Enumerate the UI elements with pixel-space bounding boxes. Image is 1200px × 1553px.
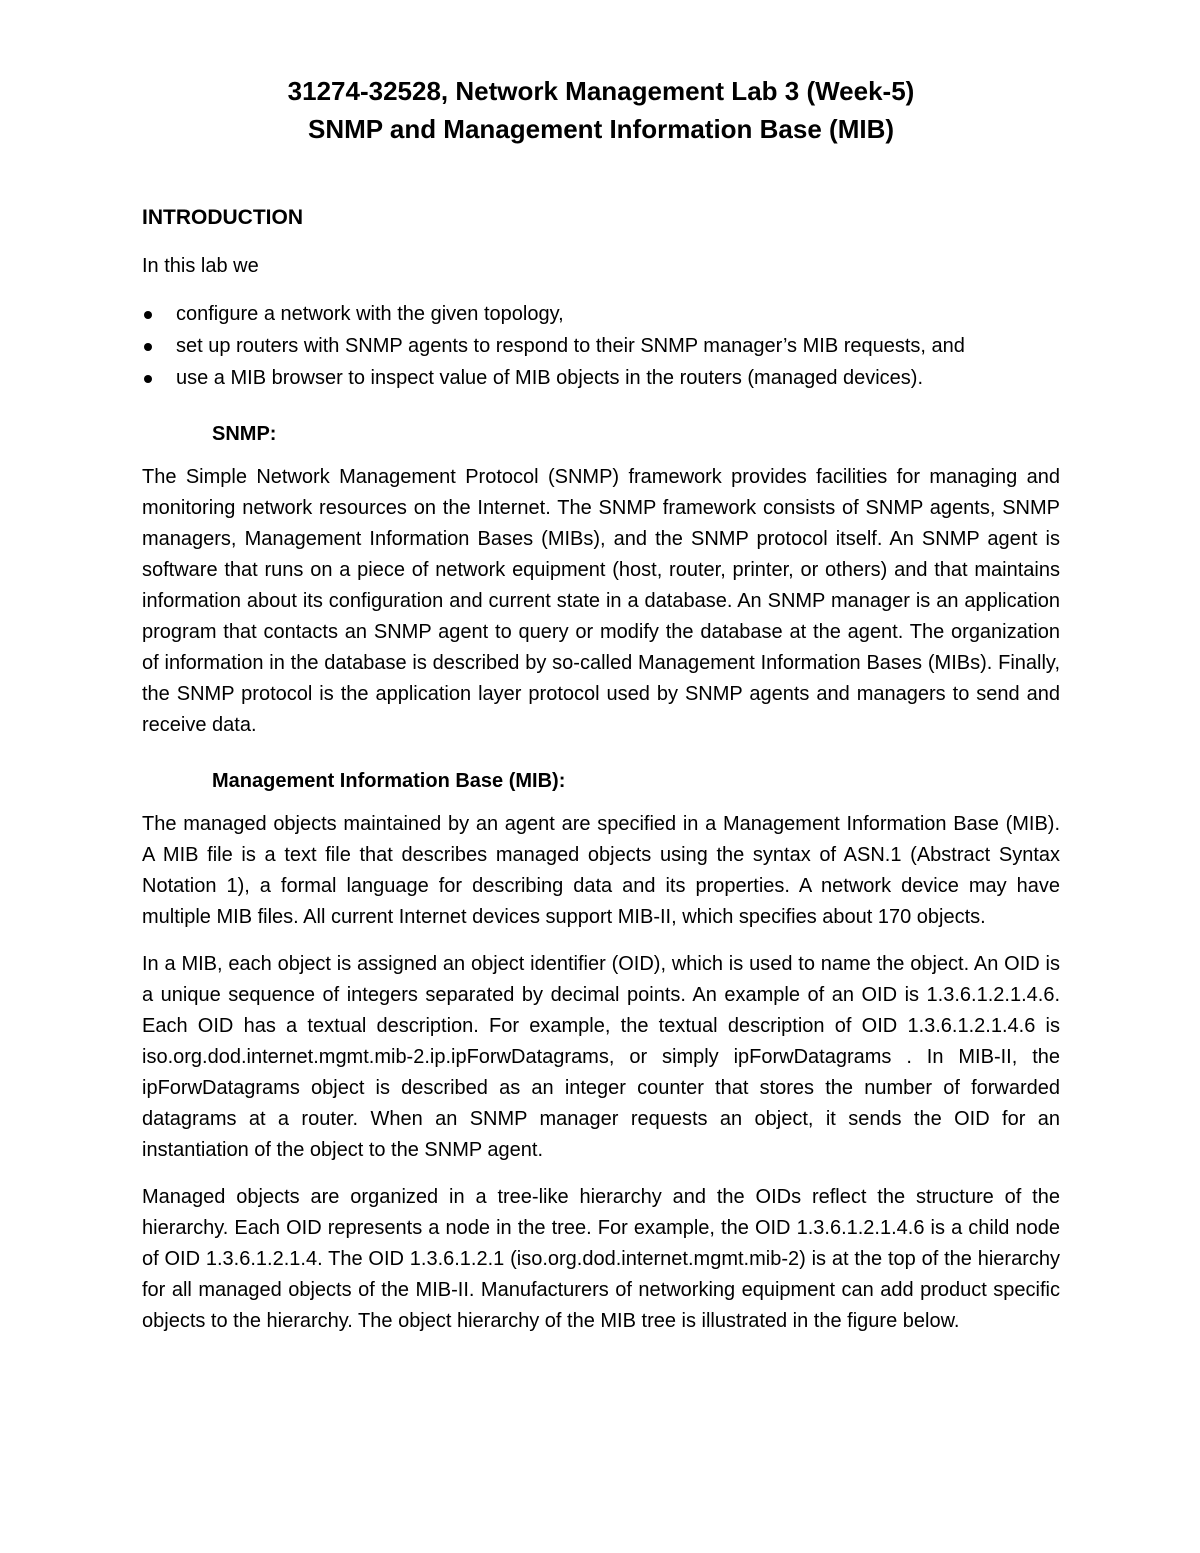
list-item-text: set up routers with SNMP agents to respond to their SNMP manager’s MIB requests, and [176,335,965,357]
list-item-text: configure a network with the given topology, [176,303,564,325]
list-item [142,362,1060,394]
bullet-icon [144,343,152,351]
snmp-paragraph: The Simple Network Management Protocol (SNMP) framework provides facilities for managing and monitoring network resources on the Internet. The SNMP framework consists of SNMP agents, SNMP managers, Management Information Bases (MIBs), and the SNMP protocol itself. An SNMP agent is software that runs on a piece of network equipment (host, router, printer, or others) and that maintains information about its configuration and current state in a database. An SNMP manager is an application program that contacts an SNMP agent to query or modify the database at the agent. The organization of information in the database is described by so-called Management Information Bases (MIBs). Finally, the SNMP protocol is the application layer protocol used by SNMP agents and managers to send and receive data. [142,466,1060,736]
introduction-lead: In this lab we [142,255,259,277]
introduction-heading: INTRODUCTION [142,206,303,229]
document-page [142,72,1060,1337]
mib-paragraph-1: The managed objects maintained by an agent are specified in a Management Information Base (MIB). A MIB file is a text file that describes managed objects using the syntax of ASN.1 (Abstract Syntax Notation 1), a formal language for describing data and its properties. A network device may have multiple MIB files. All current Internet devices support MIB-II, which specifies about 170 objects. [142,813,1060,928]
mib-paragraph-3: Managed objects are organized in a tree-like hierarchy and the OIDs reflect the structure of the hierarchy. Each OID represents a node in the tree. For example, the OID 1.3.6.1.2.1.4.6 is a child node of OID 1.3.6.1.2.1.4. The OID 1.3.6.1.2.1 (iso.org.dod.internet.mgmt.mib-2) is at the top of the hierarchy for all managed objects of the MIB-II. Manufacturers of networking equipment can add product specific objects to the hierarchy. The object hierarchy of the MIB tree is illustrated in the figure below. [142,1186,1060,1332]
introduction-bullet-list [142,298,1060,394]
title-line-1: 31274-32528, Network Management Lab 3 (Week-5) [287,76,915,106]
snmp-heading: SNMP: [212,423,277,445]
bullet-icon [144,375,152,383]
document-title [142,72,1060,148]
title-line-2: SNMP and Management Information Base (MIB) [307,114,895,144]
list-item [142,298,1060,330]
mib-heading: Management Information Base (MIB): [212,770,566,792]
list-item-text: use a MIB browser to inspect value of MIB objects in the routers (managed devices). [176,367,924,389]
bullet-icon [144,311,152,319]
list-item [142,330,1060,362]
mib-paragraph-2: In a MIB, each object is assigned an object identifier (OID), which is used to name the object. An OID is a unique sequence of integers separated by decimal points. An example of an OID is 1.3.6.1.2.1.4.6. Each OID has a textual description. For example, the textual description of OID 1.3.6.1.2.1.4.6 is iso.org.dod.internet.mgmt.mib-2.ip.ipForwDatagrams, or simply ipForwDatagrams . In MIB-II, the ipForwDatagrams object is described as an integer counter that stores the number of forwarded datagrams at a router. When an SNMP manager requests an object, it sends the OID for an instantiation of the object to the SNMP agent. [142,953,1060,1161]
